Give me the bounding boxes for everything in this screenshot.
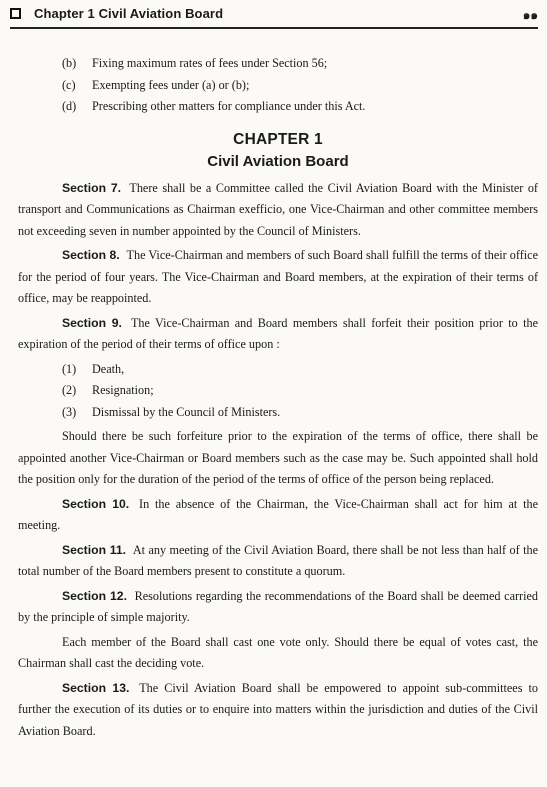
chapter-title: Civil Aviation Board: [207, 152, 349, 170]
section-label: Section 11.: [62, 542, 127, 557]
section-text: There shall be a Committee called the Civil Aviation Board with the Minister of transport and Communications as Chairman exefficio, one Vice-Chairman and other committee members not exceeding seven in number appointed by the Council of Ministers.: [18, 180, 538, 238]
list-item: [62, 359, 538, 381]
list-item: [62, 402, 538, 424]
list-item: [62, 75, 538, 97]
checkbox-square-icon: [10, 8, 21, 19]
section-text: In the absence of the Chairman, the Vice-Chairman shall act for him at the meeting.: [18, 496, 538, 532]
page-body: [18, 53, 538, 745]
list-item: [62, 380, 538, 402]
list-text: Dismissal by the Council of Ministers.: [92, 404, 281, 419]
section-label: Section 7.: [62, 180, 122, 195]
list-marker: (1): [62, 361, 77, 376]
section-12: [18, 586, 538, 629]
section-7: [18, 178, 538, 243]
list-marker: (2): [62, 383, 77, 397]
section-text: Resolutions regarding the recommendations of the Board shall be deemed carried by the principle of simple majority.: [18, 588, 538, 624]
list-marker: (b): [62, 56, 77, 70]
section-text: At any meeting of the Civil Aviation Board, there shall be not less than half of the total number of the Board members present to constitute a quorum.: [18, 542, 539, 578]
list-marker: (c): [62, 77, 76, 92]
header-title: Chapter 1 Civil Aviation Board: [34, 6, 224, 21]
list-item: [62, 96, 538, 118]
header-rule: [10, 27, 538, 29]
section-label: Section 12.: [62, 588, 127, 603]
section-13: [18, 678, 538, 743]
list-text: Prescribing other matters for compliance under this Act.: [92, 99, 366, 113]
section-label: Section 10.: [62, 496, 130, 511]
list-marker: (3): [62, 404, 77, 419]
list-text: Exempting fees under (a) or (b);: [92, 77, 250, 92]
section-9-continuation: Should there be such forfeiture prior to the expiration of the terms of office, there shall be appointed another Vice-Chairman or Board members such as the case may be. Such appointed shall hold the position only for the duration of the period of the terms of office of the person being replaced.: [18, 429, 538, 486]
section-12-continuation: Each member of the Board shall cast one vote only. Should there be equal of votes cast, the Chairman shall cast the deciding vote.: [18, 634, 538, 670]
running-header: [10, 6, 538, 26]
list-marker: (d): [62, 99, 77, 113]
section-8: [18, 245, 538, 310]
section-9: [18, 313, 538, 356]
list-item: [62, 53, 538, 75]
section-text: The Civil Aviation Board shall be empowered to appoint sub-committees to further the execution of its duties or to enquire into matters within the jurisdiction and duties of the Civil Aviation Board.: [18, 680, 538, 738]
list-text: Death,: [92, 361, 125, 376]
list-text: Fixing maximum rates of fees under Section 56;: [92, 56, 328, 70]
section-text: The Vice-Chairman and members of such Board shall fulfill the terms of their office for the period of four years. The Vice-Chairman and Board members, at the expiration of their terms of office, may be reappointed.: [18, 248, 538, 305]
chapter-number: CHAPTER 1: [233, 130, 323, 148]
section-label: Section 13.: [62, 680, 130, 695]
page-number: ๑๑: [522, 8, 538, 22]
section-11: [18, 540, 538, 583]
section-text: The Vice-Chairman and Board members shall forfeit their position prior to the expiration of the period of their terms of office upon :: [18, 315, 538, 351]
section-9-list: [18, 359, 538, 424]
section-10: [18, 494, 538, 537]
top-list: [18, 53, 538, 118]
section-label: Section 8.: [62, 248, 120, 262]
section-label: Section 9.: [62, 315, 122, 330]
list-text: Resignation;: [92, 383, 154, 397]
